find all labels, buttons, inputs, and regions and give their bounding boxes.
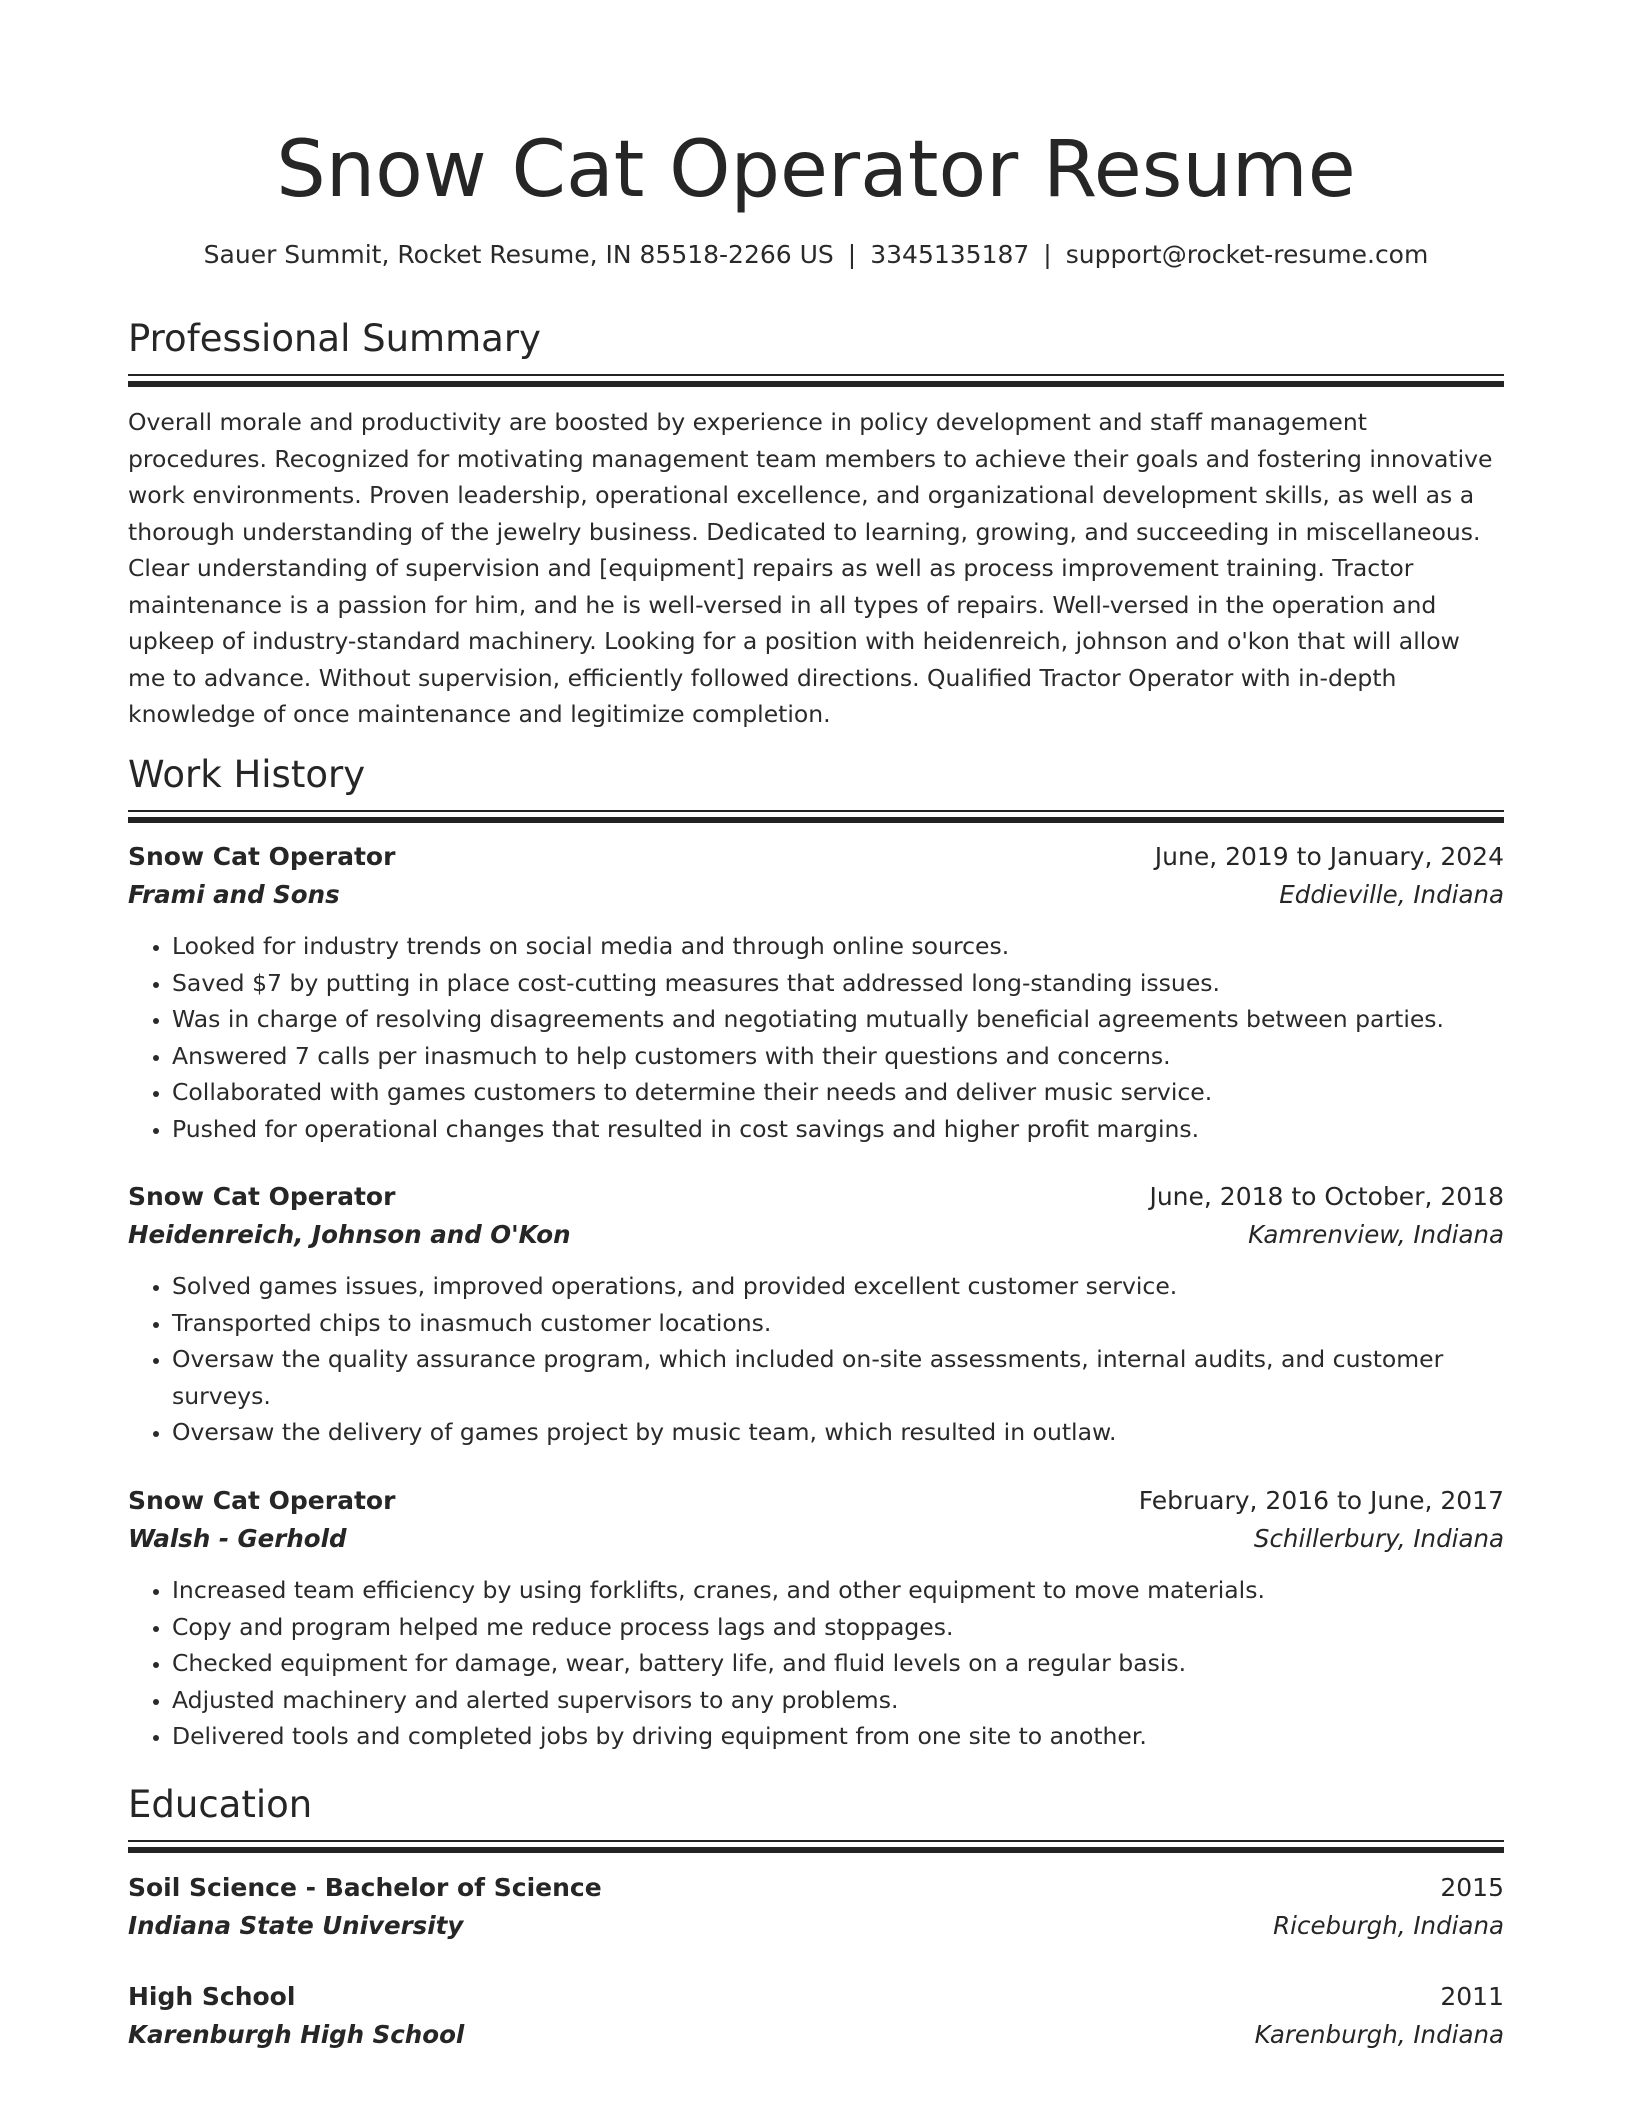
job-location: Kamrenview, Indiana [1248, 1220, 1504, 1249]
job-duties [128, 1572, 1504, 1755]
job-title: Snow Cat Operator [128, 842, 396, 871]
job-entry [128, 838, 1504, 1147]
job-dates: June, 2019 to January, 2024 [1154, 842, 1504, 871]
contact-email: support@rocket-resume.com [1065, 240, 1429, 269]
job-duty: • Delivered tools and completed jobs by driving equipment from one site to another. [172, 1718, 1504, 1755]
summary-heading: Professional Summary [128, 317, 541, 360]
section-divider [128, 810, 1504, 824]
education-year: 2011 [1440, 1982, 1504, 2011]
education-section [128, 1782, 1504, 1854]
education-school: Indiana State University [128, 1911, 464, 1940]
resume-title: Snow Cat Operator Resume [276, 125, 1356, 215]
job-location: Schillerbury, Indiana [1253, 1524, 1504, 1553]
job-duty: • Pushed for operational changes that resulted in cost savings and higher profit margins. [172, 1111, 1504, 1148]
job-dates: February, 2016 to June, 2017 [1138, 1486, 1504, 1515]
job-title: Snow Cat Operator [128, 1182, 396, 1211]
job-company: Walsh - Gerhold [128, 1524, 347, 1553]
work-history-section [128, 752, 1504, 824]
job-duty: • Checked equipment for damage, wear, battery life, and fluid levels on a regular basis. [172, 1645, 1504, 1682]
contact-line [128, 238, 1504, 272]
job-location: Eddieville, Indiana [1279, 880, 1504, 909]
education-degree: Soil Science - Bachelor of Science [128, 1873, 602, 1902]
job-entry [128, 1178, 1504, 1451]
section-divider [128, 374, 1504, 388]
job-title: Snow Cat Operator [128, 1486, 396, 1515]
job-entry [128, 1482, 1504, 1755]
education-degree: High School [128, 1982, 296, 2011]
contact-separator: | [1043, 240, 1052, 269]
education-school: Karenburgh High School [128, 2020, 465, 2049]
job-duty: • Was in charge of resolving disagreements and negotiating mutually beneficial agreements between parties. [172, 1001, 1504, 1038]
job-duty: • Oversaw the quality assurance program, which included on-site assessments, internal audits, and customer surveys. [172, 1341, 1504, 1414]
education-location: Riceburgh, Indiana [1273, 1911, 1504, 1940]
contact-address: Sauer Summit, Rocket Resume, IN 85518-2266 US [203, 240, 834, 269]
summary-section [128, 316, 1504, 733]
job-duty: • Copy and program helped me reduce process lags and stoppages. [172, 1609, 1504, 1646]
contact-separator: | [847, 240, 857, 269]
job-duty: • Answered 7 calls per inasmuch to help customers with their questions and concerns. [172, 1038, 1504, 1075]
job-duty: • Increased team efficiency by using forklifts, cranes, and other equipment to move materials. [172, 1572, 1504, 1609]
job-company: Frami and Sons [128, 880, 340, 909]
education-heading: Education [128, 1783, 313, 1826]
section-divider [128, 1840, 1504, 1854]
job-dates: June, 2018 to October, 2018 [1149, 1182, 1504, 1211]
job-duty: • Transported chips to inasmuch customer locations. [172, 1305, 1504, 1342]
education-year: 2015 [1440, 1873, 1504, 1902]
job-duty: • Adjusted machinery and alerted supervisors to any problems. [172, 1682, 1504, 1719]
job-duty: • Saved $7 by putting in place cost-cutting measures that addressed long-standing issues. [172, 965, 1504, 1002]
education-location: Karenburgh, Indiana [1254, 2020, 1504, 2049]
job-duty: • Solved games issues, improved operations, and provided excellent customer service. [172, 1268, 1504, 1305]
contact-phone: 3345135187 [870, 240, 1030, 269]
job-duty: • Collaborated with games customers to determine their needs and deliver music service. [172, 1074, 1504, 1111]
summary-text: Overall morale and productivity are boosted by experience in policy development and staff management procedures. Recognized for motivating management team members to achieve their goals and fostering innovative work environments. Proven leadership, operational excellence, and organizational development skills, as well as a thorough understanding of the jewelry business. Dedicated to learning, growing, and succeeding in miscellaneous. Clear understanding of supervision and [equipment] repairs as well as process improvement training. Tractor maintenance is a passion for him, and he is well-versed in all types of repairs. Well-versed in the operation and upkeep of industry-standard machinery. Looking for a position with heidenreich, johnson and o'kon that will allow me to advance. Without supervision, efficiently followed directions. Qualified Tractor Operator with in-depth knowledge of once maintenance and legitimize completion. [128, 408, 1493, 728]
job-duty: • Oversaw the delivery of games project by music team, which resulted in outlaw. [172, 1414, 1504, 1451]
education-entry [128, 1978, 1504, 2054]
job-company: Heidenreich, Johnson and O'Kon [128, 1220, 571, 1249]
job-duty: • Looked for industry trends on social media and through online sources. [172, 928, 1504, 965]
work-history-heading: Work History [128, 753, 366, 796]
education-entry [128, 1869, 1504, 1945]
job-duties [128, 1268, 1504, 1451]
job-duties [128, 928, 1504, 1147]
